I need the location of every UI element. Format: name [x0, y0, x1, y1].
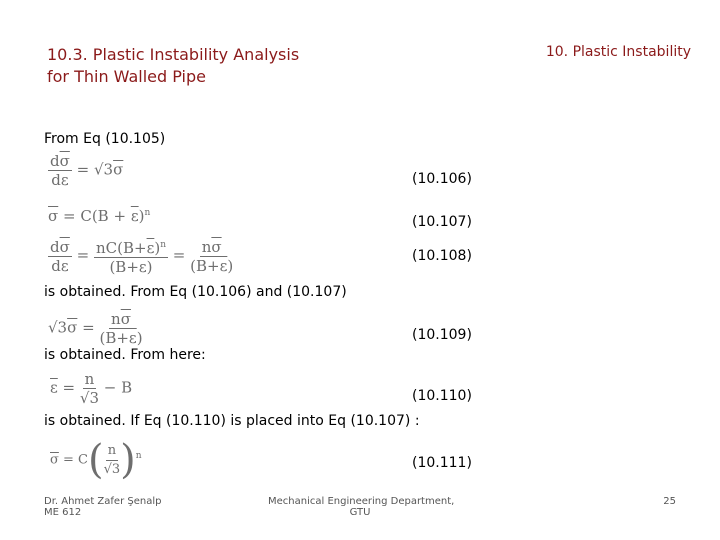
- equation-number-107: (10.107): [412, 214, 472, 230]
- footer-author-name: Dr. Ahmet Zafer Şenalp: [44, 496, 162, 507]
- text-obtained-1: is obtained. From Eq (10.106) and (10.107): [44, 284, 347, 300]
- equation-106: $\frac{d\overline{\sigma}}{d\overline{\varepsilon}}$ = $√3\overline{\sigma}$: [50, 152, 124, 189]
- equation-109: $√3\overline{\sigma}$ = $\frac{n\overline{\sigma}}{(B+\overline{\varepsilon})}$: [48, 310, 143, 347]
- section-title: [47, 44, 299, 88]
- equation-number-109: (10.109): [412, 327, 472, 343]
- equation-110: $\overline{\varepsilon}$ = $\frac{n}{√3}$ − B: [50, 370, 133, 407]
- equation-number-111: (10.111): [412, 455, 472, 471]
- footer-author: [44, 496, 161, 518]
- equation-number-108: (10.108): [412, 248, 472, 264]
- footer-department-line1: Mechanical Engineering Department,: [268, 496, 455, 507]
- equation-111: $\overline{\sigma} = C$( $\frac{n}{√3}$ )$^n$: [50, 437, 142, 483]
- equation-108: $\frac{d\overline{\sigma}}{d\overline{\varepsilon}}$ = $\frac{nC(B+\overline{\varepsilon})^n}{(B+\overline{\varepsilon})}$ = $\frac{n\overline{\sigma}}{(B+\overline{\varepsilon})}$: [50, 237, 234, 276]
- page-number: 25: [663, 496, 676, 507]
- chapter-title: 10. Plastic Instability: [545, 44, 691, 60]
- equation-107: $\overline{\sigma} = C(B + \overline{\varepsilon})^n$: [48, 207, 151, 225]
- footer-department: [268, 496, 455, 518]
- intro-text: From Eq (10.105): [44, 131, 166, 147]
- equation-number-110: (10.110): [412, 388, 472, 404]
- footer-course: ME 612: [44, 507, 82, 518]
- section-title-line2: for Thin Walled Pipe: [47, 67, 206, 86]
- equation-number-106: (10.106): [412, 171, 472, 187]
- section-title-line1: 10.3. Plastic Instability Analysis: [47, 45, 300, 64]
- text-obtained-2: is obtained. From here:: [44, 347, 206, 363]
- text-obtained-3: is obtained. If Eq (10.110) is placed into Eq (10.107) :: [44, 413, 420, 429]
- footer-department-line2: GTU: [349, 507, 371, 518]
